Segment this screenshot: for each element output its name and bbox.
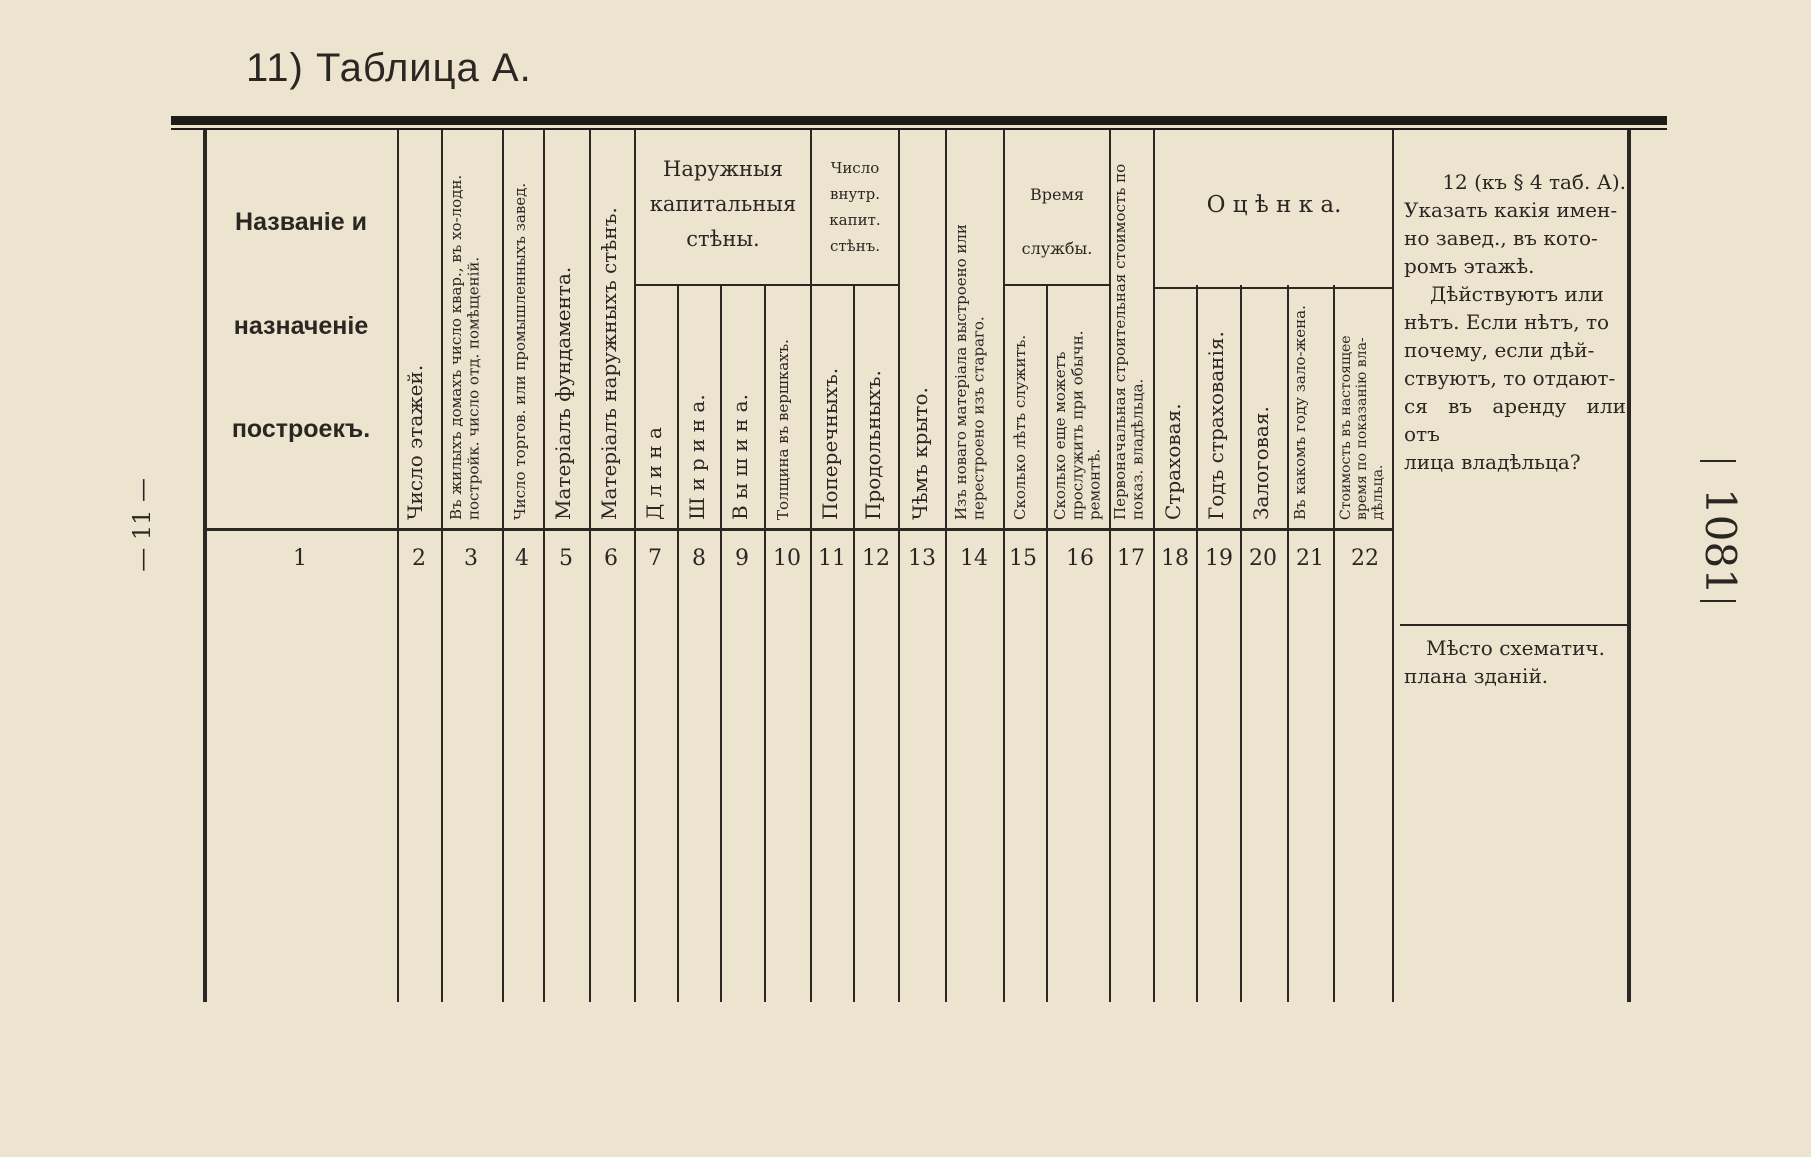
col-number: 9 xyxy=(735,546,749,571)
col-divider xyxy=(1287,285,1289,1002)
header-bottom-rule xyxy=(203,528,1392,531)
col-number: 15 xyxy=(1009,546,1037,571)
header-transverse: Поперечныхъ. xyxy=(818,367,842,520)
note-line: ромъ этажѣ. xyxy=(1404,254,1535,278)
group-evaluation: О ц ѣ н к а. xyxy=(1206,192,1342,218)
header-outer-wall-material: Матеріалъ наружныхъ стѣнъ. xyxy=(597,207,621,520)
col-number: 20 xyxy=(1249,546,1277,571)
header-width: Ш и р и н а. xyxy=(685,394,709,520)
col-number: 10 xyxy=(773,546,801,571)
note-line: ствуютъ, то отдают- xyxy=(1404,366,1616,390)
col-number: 18 xyxy=(1161,546,1189,571)
col-number: 1 xyxy=(293,546,307,571)
col-number: 22 xyxy=(1351,546,1379,571)
col-divider xyxy=(1046,285,1048,1002)
group-service-time-line1: Время xyxy=(1029,185,1084,204)
note-line: но завед., въ кото- xyxy=(1404,226,1598,250)
col-number: 19 xyxy=(1205,546,1233,571)
group-service-time xyxy=(1005,168,1109,276)
group-outer-walls-line3: стѣны. xyxy=(686,227,760,251)
header-current-value: Стоимость въ настоящее время по показанію вла-дѣльца. xyxy=(1338,335,1387,520)
header-new-material: Изъ новаго матеріала выстроено или перестроено изъ стараго. xyxy=(952,224,988,520)
col-divider xyxy=(945,130,947,1002)
note-plan-place xyxy=(1404,634,1626,690)
col-divider xyxy=(677,285,679,1002)
header-length: Д л и н а xyxy=(642,427,666,520)
page-title: 11) Таблица А. xyxy=(246,46,532,90)
col-divider xyxy=(1392,130,1394,1002)
col-number: 3 xyxy=(464,546,478,571)
note-line: лица владѣльца? xyxy=(1404,450,1581,474)
group-underline-service-time xyxy=(1003,284,1109,286)
header-height: В ы ш и н а. xyxy=(728,394,752,520)
header-foundation-material: Матеріалъ фундамента. xyxy=(551,266,575,520)
col-divider xyxy=(1240,285,1242,1002)
col-number: 17 xyxy=(1117,546,1145,571)
header-original-cost: Первоначальная строительная стоимость по показ. владѣльца. xyxy=(1111,163,1147,520)
header-name-line3: построекъ. xyxy=(231,415,371,443)
group-inner-walls-line3: капит. xyxy=(829,211,881,229)
note-line: Мѣсто схематич. xyxy=(1426,636,1605,660)
side-page-number: 1081 xyxy=(1696,488,1745,595)
col-number: 16 xyxy=(1066,546,1094,571)
header-insurance-year: Годъ страхованія. xyxy=(1204,331,1228,520)
col-divider xyxy=(543,130,545,1002)
header-years-served: Сколько лѣтъ служитъ. xyxy=(1011,334,1029,520)
note-line: Дѣйствуютъ или xyxy=(1430,282,1604,306)
group-underline-evaluation xyxy=(1153,287,1392,289)
side-rule-bottom xyxy=(1700,600,1736,602)
group-outer-walls xyxy=(640,152,806,257)
header-mortgage-value: Залоговая. xyxy=(1249,406,1273,520)
col-divider xyxy=(898,130,900,1002)
col-divider xyxy=(1196,285,1198,1002)
col-number: 8 xyxy=(692,546,706,571)
header-apartments: Въ жилыхъ домахъ число квар., въ хо-лодн. постройк. число отд. помѣщеній. xyxy=(447,174,483,520)
group-inner-walls-line2: внутр. xyxy=(830,185,880,203)
group-outer-walls-line1: Наружныя xyxy=(663,157,783,181)
col-number: 12 xyxy=(862,546,890,571)
col-number: 4 xyxy=(515,546,529,571)
group-underline-outer-walls xyxy=(634,284,810,286)
group-outer-walls-line2: капитальныя xyxy=(649,192,797,216)
side-rule-top xyxy=(1700,460,1736,462)
header-roofing: Чѣмъ крыто. xyxy=(908,387,932,520)
header-longitudinal: Продольныхъ. xyxy=(861,370,885,520)
left-margin-mark: — 11 — xyxy=(128,478,156,572)
header-insurance-value: Страховая. xyxy=(1161,403,1185,520)
col-divider xyxy=(764,285,766,1002)
col-number: 6 xyxy=(604,546,618,571)
note-divider xyxy=(1400,624,1627,626)
group-inner-walls xyxy=(812,155,898,259)
col-number: 11 xyxy=(818,546,846,571)
top-rule xyxy=(171,116,1667,125)
top-rule-thin xyxy=(171,128,1667,130)
note-line: плана зданій. xyxy=(1404,664,1549,688)
note-line: нѣтъ. Если нѣтъ, то xyxy=(1404,310,1610,334)
header-mortgage-year: Въ какомъ году зало-жена. xyxy=(1291,305,1309,520)
note-line: 12 (къ § 4 таб. А). xyxy=(1442,170,1626,194)
header-years-remaining: Сколько еще можетъ прослужить при обычн. ремонтѣ. xyxy=(1051,330,1104,520)
col-divider xyxy=(853,285,855,1002)
header-thickness: Толщина въ вершкахъ. xyxy=(774,339,792,520)
header-trade-enterprises: Число торгов. или промышленныхъ завед. xyxy=(511,182,529,520)
col-divider xyxy=(720,285,722,1002)
header-name-line1: Названіе и xyxy=(235,208,367,236)
note-line: Указать какія имен- xyxy=(1404,198,1618,222)
table-border-left xyxy=(203,130,207,1002)
col-number: 5 xyxy=(559,546,573,571)
col-number: 14 xyxy=(960,546,988,571)
table-border-right xyxy=(1627,130,1631,1002)
col-number: 21 xyxy=(1296,546,1324,571)
group-service-time-line2: службы. xyxy=(1021,239,1093,258)
header-name-line2: назначеніе xyxy=(233,312,369,340)
group-underline-inner-walls xyxy=(810,284,898,286)
col-number: 2 xyxy=(412,546,426,571)
note-line: почему, если дѣй- xyxy=(1404,338,1595,362)
group-inner-walls-line4: стѣнъ. xyxy=(829,237,881,255)
col-divider xyxy=(441,130,443,1002)
col-number: 7 xyxy=(648,546,662,571)
col-number: 13 xyxy=(908,546,936,571)
note-enterprises xyxy=(1404,168,1626,476)
note-line: ся въ аренду или отъ xyxy=(1404,394,1626,446)
header-floors: Число этажей. xyxy=(403,364,427,520)
group-inner-walls-line1: Число xyxy=(830,159,880,177)
